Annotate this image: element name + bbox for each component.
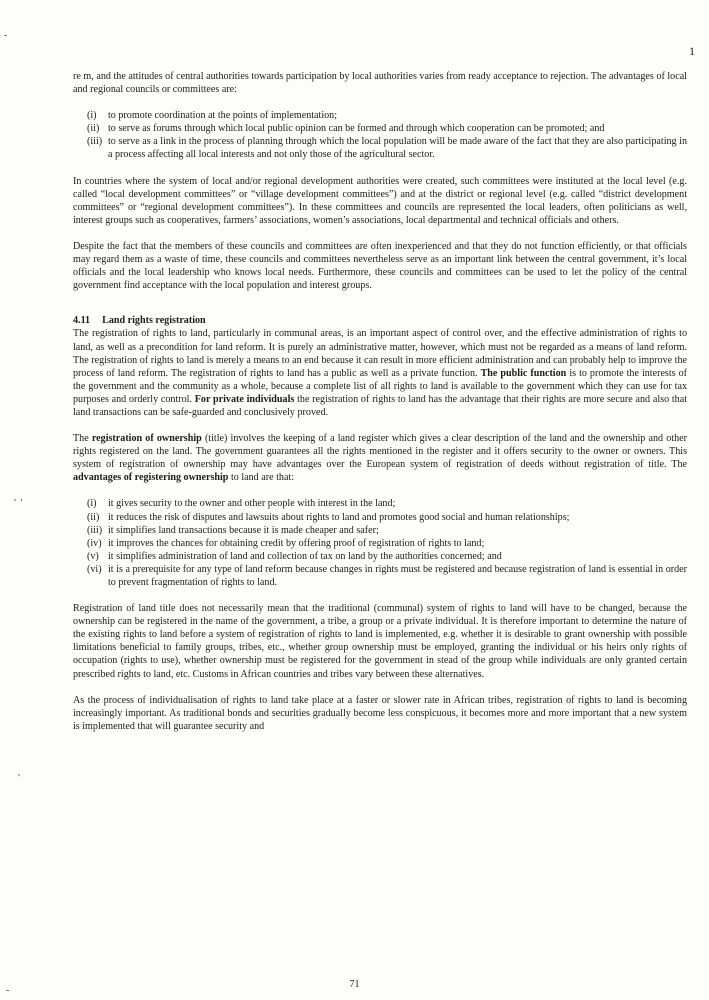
paragraph-text: the registration of rights to land has the advantage that their rights are more secure and also that land transactions can be safe-guarded and conclusively proved. [73,393,688,418]
paragraph [73,432,687,484]
list-item [73,511,687,524]
paragraph-text: is to promote the interests of the government and the community as a whole, because a complete list of all rights to land is available to the government which they can use for tax purposes and orderly control. [73,367,688,405]
list-text: it is a prerequisite for any type of land reform because changes in rights must be registered and because registration of land is essential in order to prevent fragmentation of rights to land. [108,563,687,588]
paragraph-text: The [73,433,89,445]
section-number: 4.11 [73,315,91,327]
list-text: to serve as a link in the process of planning through which the local population will be made aware of the fact that they are also participating in a process affecting all local interests and not only those of the agricultural sector. [108,136,687,161]
paragraph: Despite the fact that the members of these councils and committees are often inexperienced and that they do not function efficiently, or that officials may regard them as a waste of time, these councils and committees nevertheless serve as an important link between the central government, it’s local officials and the local leadership who knows local needs. Furthermore, these councils and committees can be used to let the policy of the central government find acceptance with the local population and interest groups. [73,240,687,292]
paragraph-text: The registration of rights to land, particularly in communal areas, is an important aspect of control over, and the effective administration of rights to land, as well as a precondition for land reform. It is purely an administrative matter, however, which must not be regarded as a means of land reform. The registration of rights to land is merely a means to an end because it can result in more efficient administration and can probably help to improve the process of land reform. The registration of rights to land has a public as well as a private function. [73,328,687,379]
list-item [73,537,687,550]
registration-advantages-list [73,497,687,589]
list-number: (iii) [87,136,103,148]
list-text: it reduces the risk of disputes and lawsuits about rights to land and promotes good social and human relationships; [108,511,570,523]
page-corner-mark: 1 [689,44,695,58]
list-number: (vi) [87,563,102,575]
list-number: (ii) [87,511,100,523]
list-item [73,563,687,589]
paragraph [73,327,687,419]
bold-phrase: For private individuals [194,393,295,405]
list-text: it gives security to the owner and other people with interest in the land; [108,498,396,510]
list-text: to serve as forums through which local public opinion can be formed and through which cooperation can be promoted; and [108,123,605,135]
scan-mark-top: - [4,30,8,41]
advantages-list [73,109,687,161]
list-text: it simplifies land transactions because it is made cheaper and safer; [108,524,379,536]
list-number: (ii) [87,123,100,135]
bold-phrase: The public function [480,367,567,379]
paragraph-text: to land are that: [230,472,295,484]
list-number: (i) [87,110,97,122]
bold-phrase: advantages of registering ownership [73,472,229,484]
list-item [73,524,687,537]
list-text: to promote coordination at the points of implementation; [108,110,338,122]
margin-mark: ' [18,772,20,784]
list-text: it improves the chances for obtaining credit by offering proof of registration of rights to land; [108,537,485,549]
page-number: 71 [349,979,360,990]
section-heading [73,314,687,327]
list-number: (i) [87,498,97,510]
margin-mark: ' ' [14,497,24,509]
list-item [73,497,687,510]
bold-phrase: registration of ownership [91,433,202,445]
paragraph: In countries where the system of local and/or regional development authorities were created, such committees were instituted at the local level (e.g. called “local development committees” or “village development committees”) and at the district or regional level (e.g. called “district development committees” or “regional development committees”). In these committees and councils are represented the local leaders, often politicians as well, interest groups such as cooperatives, farmers’ associations, women’s associations, local departmental and technical officials and others. [73,175,687,226]
list-item [73,135,687,161]
list-text: it simplifies administration of land and collection of tax on land by the authorities concerned; and [108,550,502,562]
list-number: (iii) [87,524,103,536]
paragraph: As the process of individualisation of rights to land take place at a faster or slower rate in African tribes, registration of rights to land is becoming increasingly important. As traditional bonds and securities gradually become less conspicuous, it becomes more and more important that a new system is implemented that will guarantee security and [73,694,687,732]
document-body [73,70,687,746]
list-item [73,122,687,135]
list-item [73,550,687,563]
list-item [73,109,687,122]
paragraph: re m, and the attitudes of central authorities towards participation by local authorities varies from ready acceptance to rejection. The advantages of local and regional councils or committees are: [73,71,687,96]
paragraph: Registration of land title does not necessarily mean that the traditional (communal) system of rights to land will have to be changed, because the ownership can be registered in the name of the government, a tribe, a group or a private individual. It is therefore important to determine the nature of the existing rights to land before a system of registration of rights to land is implemented, e.g. whether it is desirable to grant ownership with possible limitations beneficial to family groups, tribes, etc., whether group ownership must be employed, granting the individual or his heirs only rights of occupation (rights to use), whether ownership must be registered for the government in stead of the group while individuals are only granted certain prescribed rights to land, etc. Customs in African countries and tribes vary between these alternatives. [73,603,687,680]
paragraph-text: (title) involves the keeping of a land register which gives a clear description of the land and the ownership and other rights registered on the land. The government guarantees all the rights mentioned in the register and it offers security to the owner or owners. This system of registration of ownership may have advantages over the European system of registration of deeds without registration of title. The [73,433,687,471]
scan-mark-bottom: - [6,985,10,996]
section-title: Land rights registration [102,315,206,327]
list-number: (iv) [87,537,102,549]
list-number: (v) [87,550,99,562]
